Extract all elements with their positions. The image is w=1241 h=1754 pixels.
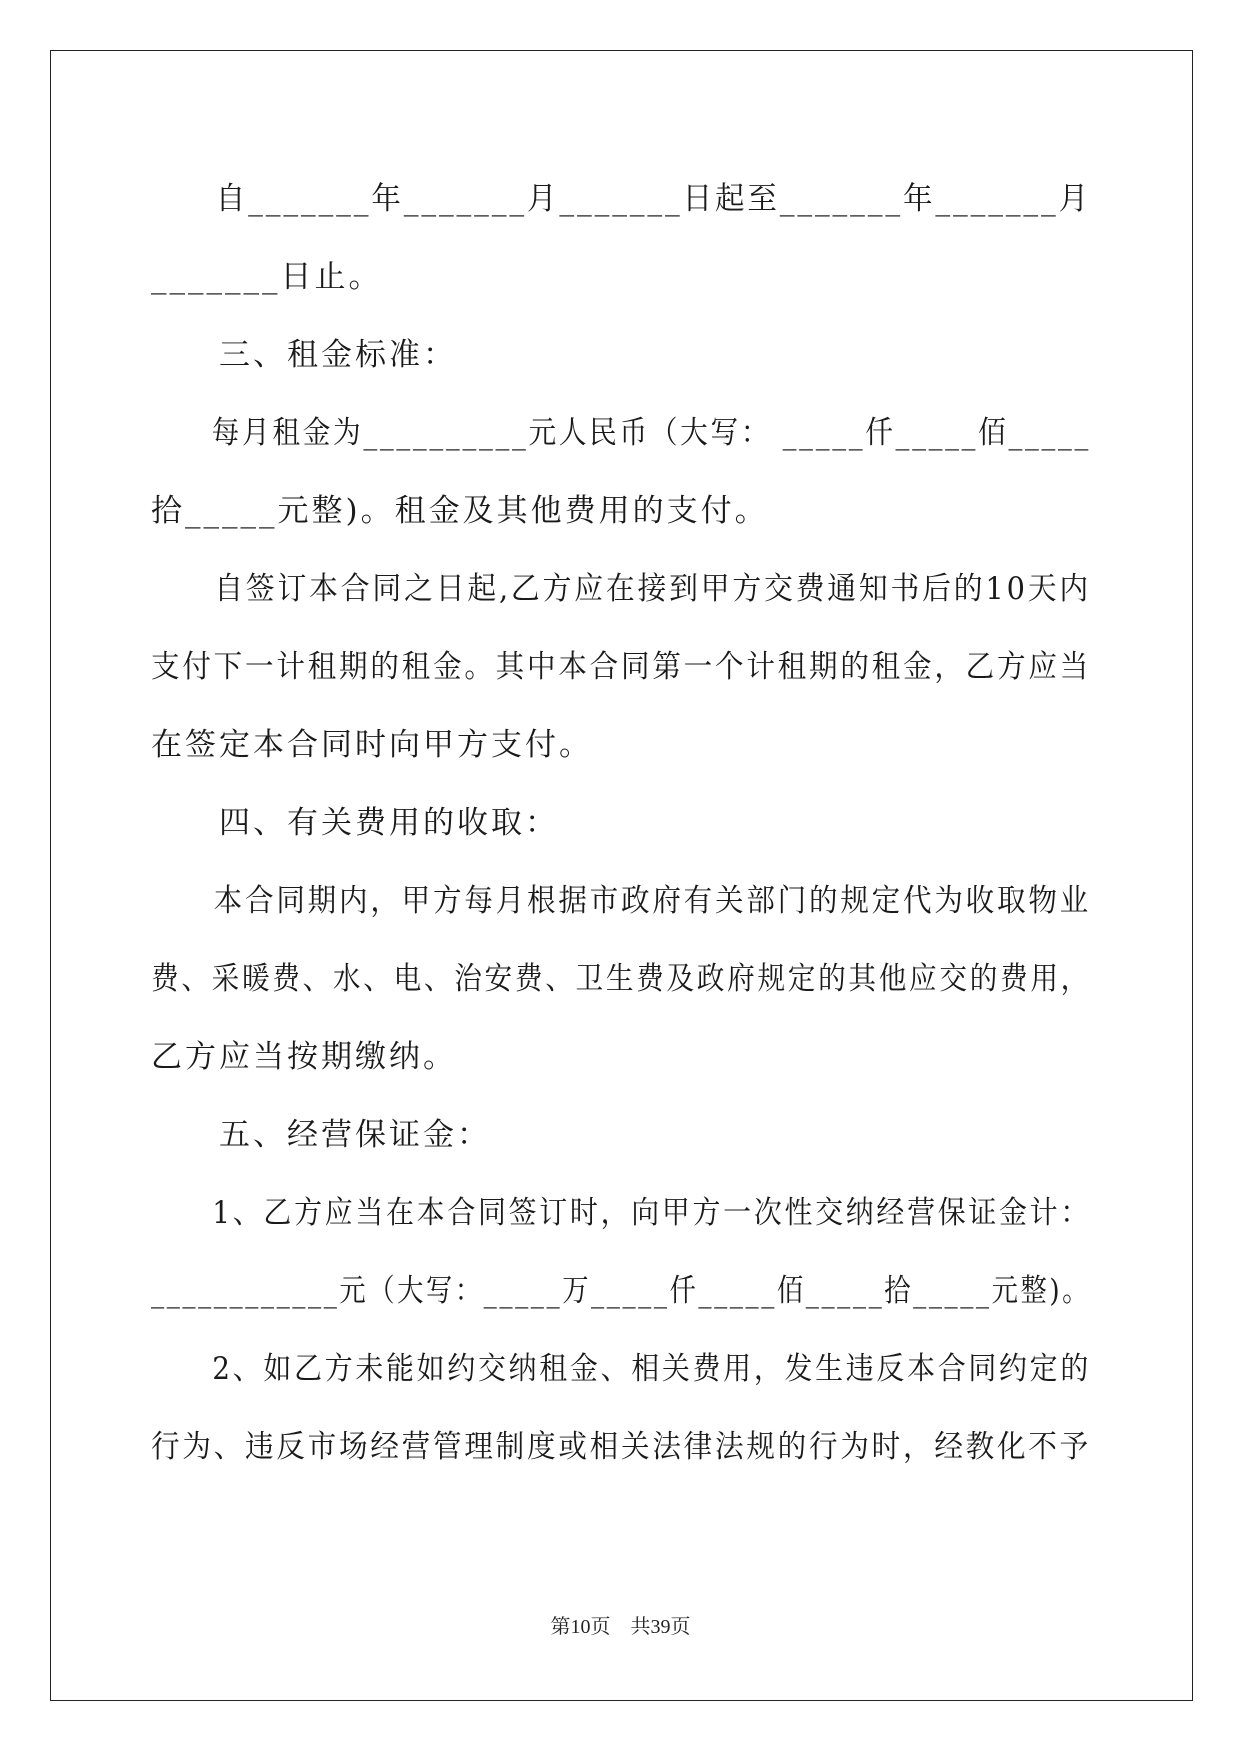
- text-line: 行为、违反市场经营管理制度或相关法律法规的行为时，经教化不予: [151, 1429, 1091, 1465]
- document-body: [151, 160, 1091, 1486]
- text-line: ____________元（大写：_____万_____仟_____佰_____拾_____元整)。: [151, 1273, 1091, 1309]
- section-heading: 三、租金标准：: [151, 337, 457, 373]
- text-line: 每月租金为__________元人民币（大写： _____仟_____佰_____: [151, 415, 1091, 451]
- text-line: 支付下一计租期的租金。其中本合同第一个计租期的租金，乙方应当: [151, 649, 1091, 685]
- text-line: 2、如乙方未能如约交纳租金、相关费用，发生违反本合同约定的: [151, 1351, 1091, 1387]
- text-line: 本合同期内，甲方每月根据市政府有关部门的规定代为收取物业: [151, 883, 1091, 919]
- text-line: 乙方应当按期缴纳。: [151, 1039, 457, 1075]
- page-number-label: 第10页 共39页: [550, 1616, 691, 1638]
- text-line: 费、采暖费、水、电、治安费、卫生费及政府规定的其他应交的费用，: [151, 961, 1091, 997]
- text-line: 自签订本合同之日起,乙方应在接到甲方交费通知书后的10天内: [151, 571, 1091, 607]
- text-line: 在签定本合同时向甲方支付。: [151, 727, 593, 763]
- text-line: 1、乙方应当在本合同签订时，向甲方一次性交纳经营保证金计：: [151, 1195, 1091, 1231]
- text-line: 自_______年_______月_______日起至_______年_______月: [151, 181, 1091, 217]
- page-number-footer: [0, 1610, 1241, 1639]
- section-heading: 五、经营保证金：: [151, 1117, 491, 1153]
- text-line: 拾_____元整)。租金及其他费用的支付。: [151, 493, 769, 529]
- text-line: _______日止。: [151, 259, 383, 295]
- section-heading: 四、有关费用的收取：: [151, 805, 559, 841]
